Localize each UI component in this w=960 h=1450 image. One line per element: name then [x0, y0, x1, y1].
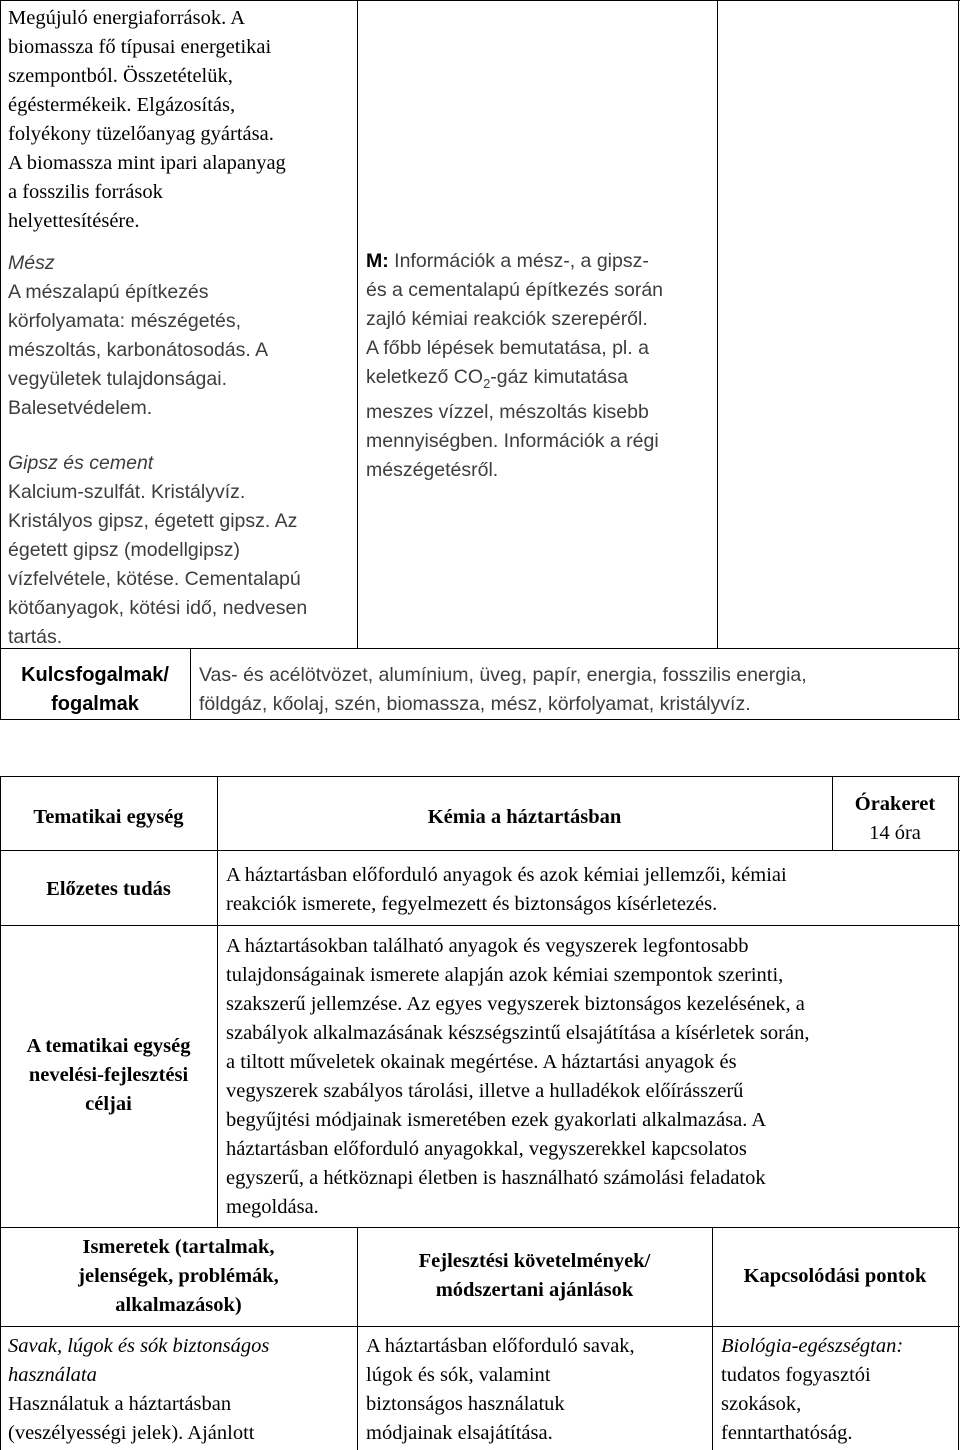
text-line: mészégetésről.	[366, 458, 499, 481]
kulcs-value	[199, 661, 807, 719]
text-line: fogalmak	[51, 693, 139, 715]
text-line: helyettesítésére.	[8, 210, 140, 232]
celjai-value	[226, 932, 809, 1222]
header-fejlesztesi	[357, 1247, 712, 1305]
table-2-border-top	[0, 776, 960, 777]
text-line: égetett gipsz (modellgipsz)	[8, 539, 240, 561]
text-line: A tematikai egység	[26, 1035, 191, 1057]
text-line: használata	[8, 1364, 97, 1386]
text-line: Kapcsolódási pontok	[743, 1265, 927, 1287]
text-line: folyékony tüzelőanyag gyártása.	[8, 123, 274, 145]
text-line: Előzetes tudás	[46, 878, 171, 900]
text-line: megoldása.	[226, 1196, 319, 1218]
text-line: Vas- és acélötvözet, alumínium, üveg, papír, energia, fosszilis energia,	[199, 664, 807, 686]
table-2-row-divider-2	[0, 925, 960, 926]
text-line: szempontból. Összetételük,	[8, 65, 233, 87]
table-1-border-bottom	[0, 719, 960, 720]
text-line: Fejlesztési követelmények/	[418, 1250, 651, 1272]
text-line: Használatuk a háztartásban	[8, 1393, 232, 1415]
kulcs-label	[0, 661, 190, 719]
kapcsolodasi-content	[721, 1332, 903, 1448]
text-line: egyszerű, a hétköznapi életben is használható számolási feladatok	[226, 1167, 766, 1189]
tematikai-label	[0, 803, 217, 832]
celjai-label	[0, 1032, 217, 1119]
table-1-divider-2	[717, 0, 718, 648]
text-span: Információk a mész-, a gipsz-	[388, 250, 649, 272]
text-span: -gáz kimutatása	[490, 366, 628, 388]
ismeretek-content	[8, 1332, 269, 1448]
col2-info	[366, 247, 663, 485]
text-line: Tematikai egység	[33, 806, 184, 828]
text-line: vízfelvétele, kötése. Cementalapú	[8, 568, 301, 590]
elozetes-label	[0, 875, 217, 904]
text-line: mennyiségben. Információk a régi	[366, 429, 659, 452]
text-line: begyűjtési módjainak ismeretében ezek gyakorlati alkalmazása. A	[226, 1109, 767, 1131]
text-line: A háztartásban előforduló anyagok és azok kémiai jellemzői, kémiai	[226, 864, 787, 886]
text-line: biomassza fő típusai energetikai	[8, 36, 272, 58]
col1-intro	[8, 4, 286, 236]
gipsz-heading: Gipsz és cement	[8, 452, 154, 474]
text-line: Ismeretek (tartalmak,	[82, 1236, 275, 1258]
text-line: mészoltás, karbonátosodás. A	[8, 339, 269, 361]
text-line: a tiltott műveletek okainak megértése. A háztartási anyagok és	[226, 1051, 737, 1073]
text-line: tartás.	[8, 626, 63, 648]
text-line: módjainak elsajátítása.	[366, 1422, 553, 1444]
text-line	[366, 247, 663, 276]
text-line: Kulcsfogalmak/	[21, 664, 169, 686]
table-1-border-top	[0, 0, 960, 1]
text-line: A főbb lépések bemutatása, pl. a	[366, 337, 649, 359]
text-line: és a cementalapú építkezés során	[366, 279, 664, 301]
table-2-border-right	[958, 776, 959, 1450]
text-line: szakszerű jellemzése. Az egyes vegyszerek biztonságos kezelésének, a	[226, 993, 805, 1015]
text-line: céljai	[85, 1093, 132, 1115]
table-2-label-divider	[217, 776, 218, 1228]
text-line: égéstermékeik. Elgázosítás,	[8, 94, 236, 116]
text-line: Kristályos gipsz, égetett gipsz. Az	[8, 510, 298, 532]
text-line: fenntarthatóság.	[721, 1422, 853, 1444]
text-line: jelenségek, problémák,	[78, 1265, 279, 1287]
text-line: A háztartásokban található anyagok és vegyszerek legfontosabb	[226, 935, 749, 957]
text-line: háztartásban előforduló anyagokkal, vegyszerekkel kapcsolatos	[226, 1138, 747, 1160]
orakeret-label: Órakeret	[854, 793, 936, 815]
text-line: alkalmazások)	[115, 1294, 242, 1316]
header-kapcsolodasi	[712, 1262, 958, 1291]
table-2-col-divider-2	[712, 1227, 713, 1450]
text-line	[366, 363, 663, 398]
fejlesztesi-content	[366, 1332, 635, 1448]
text-span: keletkező CO	[366, 366, 484, 388]
text-line: szabályok alkalmazásának készségszintű elsajátítása a kísérletek során,	[226, 1022, 810, 1044]
text-line: tulajdonságainak ismerete alapján azok kémiai szempontok szerinti,	[226, 964, 784, 986]
text-line: reakciók ismerete, fegyelmezett és biztonságos kísérletezés.	[226, 893, 718, 915]
text-line: tudatos fogyasztói	[721, 1364, 871, 1386]
text-line: Biológia-egészségtan:	[721, 1335, 904, 1357]
orakeret	[832, 790, 958, 848]
text-line: zajló kémiai reakciók szerepéről.	[366, 308, 648, 330]
orakeret-value: 14 óra	[869, 822, 921, 844]
text-line: nevelési-fejlesztési	[28, 1064, 189, 1086]
text-line: földgáz, kőolaj, szén, biomassza, mész, körfolyamat, kristályvíz.	[199, 693, 751, 715]
mesz-heading: Mész	[8, 252, 55, 274]
text-line: A háztartásban előforduló savak,	[366, 1335, 635, 1357]
tematikai-value	[217, 803, 832, 832]
table-1-border-right	[958, 0, 959, 720]
header-ismeretek	[0, 1233, 357, 1320]
text-line: Balesetvédelem.	[8, 397, 153, 419]
table-1-divider-1	[357, 0, 358, 648]
text-line: A biomassza mint ipari alapanyag	[8, 152, 286, 174]
text-line: (veszélyességi jelek). Ajánlott	[8, 1422, 255, 1444]
elozetes-value	[226, 861, 787, 919]
table-2-header-divider	[0, 1326, 960, 1327]
text-line: szokások,	[721, 1393, 802, 1415]
text-line: A mészalapú építkezés	[8, 281, 209, 303]
m-label: M:	[366, 250, 389, 272]
col1-mesz	[8, 249, 268, 423]
text-line: kötőanyagok, kötési idő, nedvesen	[8, 597, 308, 619]
table-2-row-divider-3	[0, 1227, 960, 1228]
text-line: Megújuló energiaforrások. A	[8, 7, 246, 29]
text-line: a fosszilis források	[8, 181, 163, 203]
table-2-row-divider-1	[0, 850, 960, 851]
text-line: Savak, lúgok és sók biztonságos	[8, 1335, 270, 1357]
text-line: Kalcium-szulfát. Kristályvíz.	[8, 481, 246, 503]
text-line: vegyszerek szabályos tárolási, illetve a hulladékok előírásszerű	[226, 1080, 744, 1102]
text-line: vegyületek tulajdonságai.	[8, 368, 227, 390]
table-1-kulcs-divider	[190, 648, 191, 720]
col1-gipsz	[8, 449, 307, 652]
subscript: 2	[483, 375, 491, 391]
text-line: Kémia a háztartásban	[427, 806, 622, 828]
text-line: módszertani ajánlások	[435, 1279, 634, 1301]
text-line: körfolyamata: mészégetés,	[8, 310, 242, 332]
text-line: lúgok és sók, valamint	[366, 1364, 551, 1386]
table-1-border-left	[0, 0, 1, 720]
text-line: biztonságos használatuk	[366, 1393, 565, 1415]
text-line: meszes vízzel, mészoltás kisebb	[366, 400, 649, 423]
